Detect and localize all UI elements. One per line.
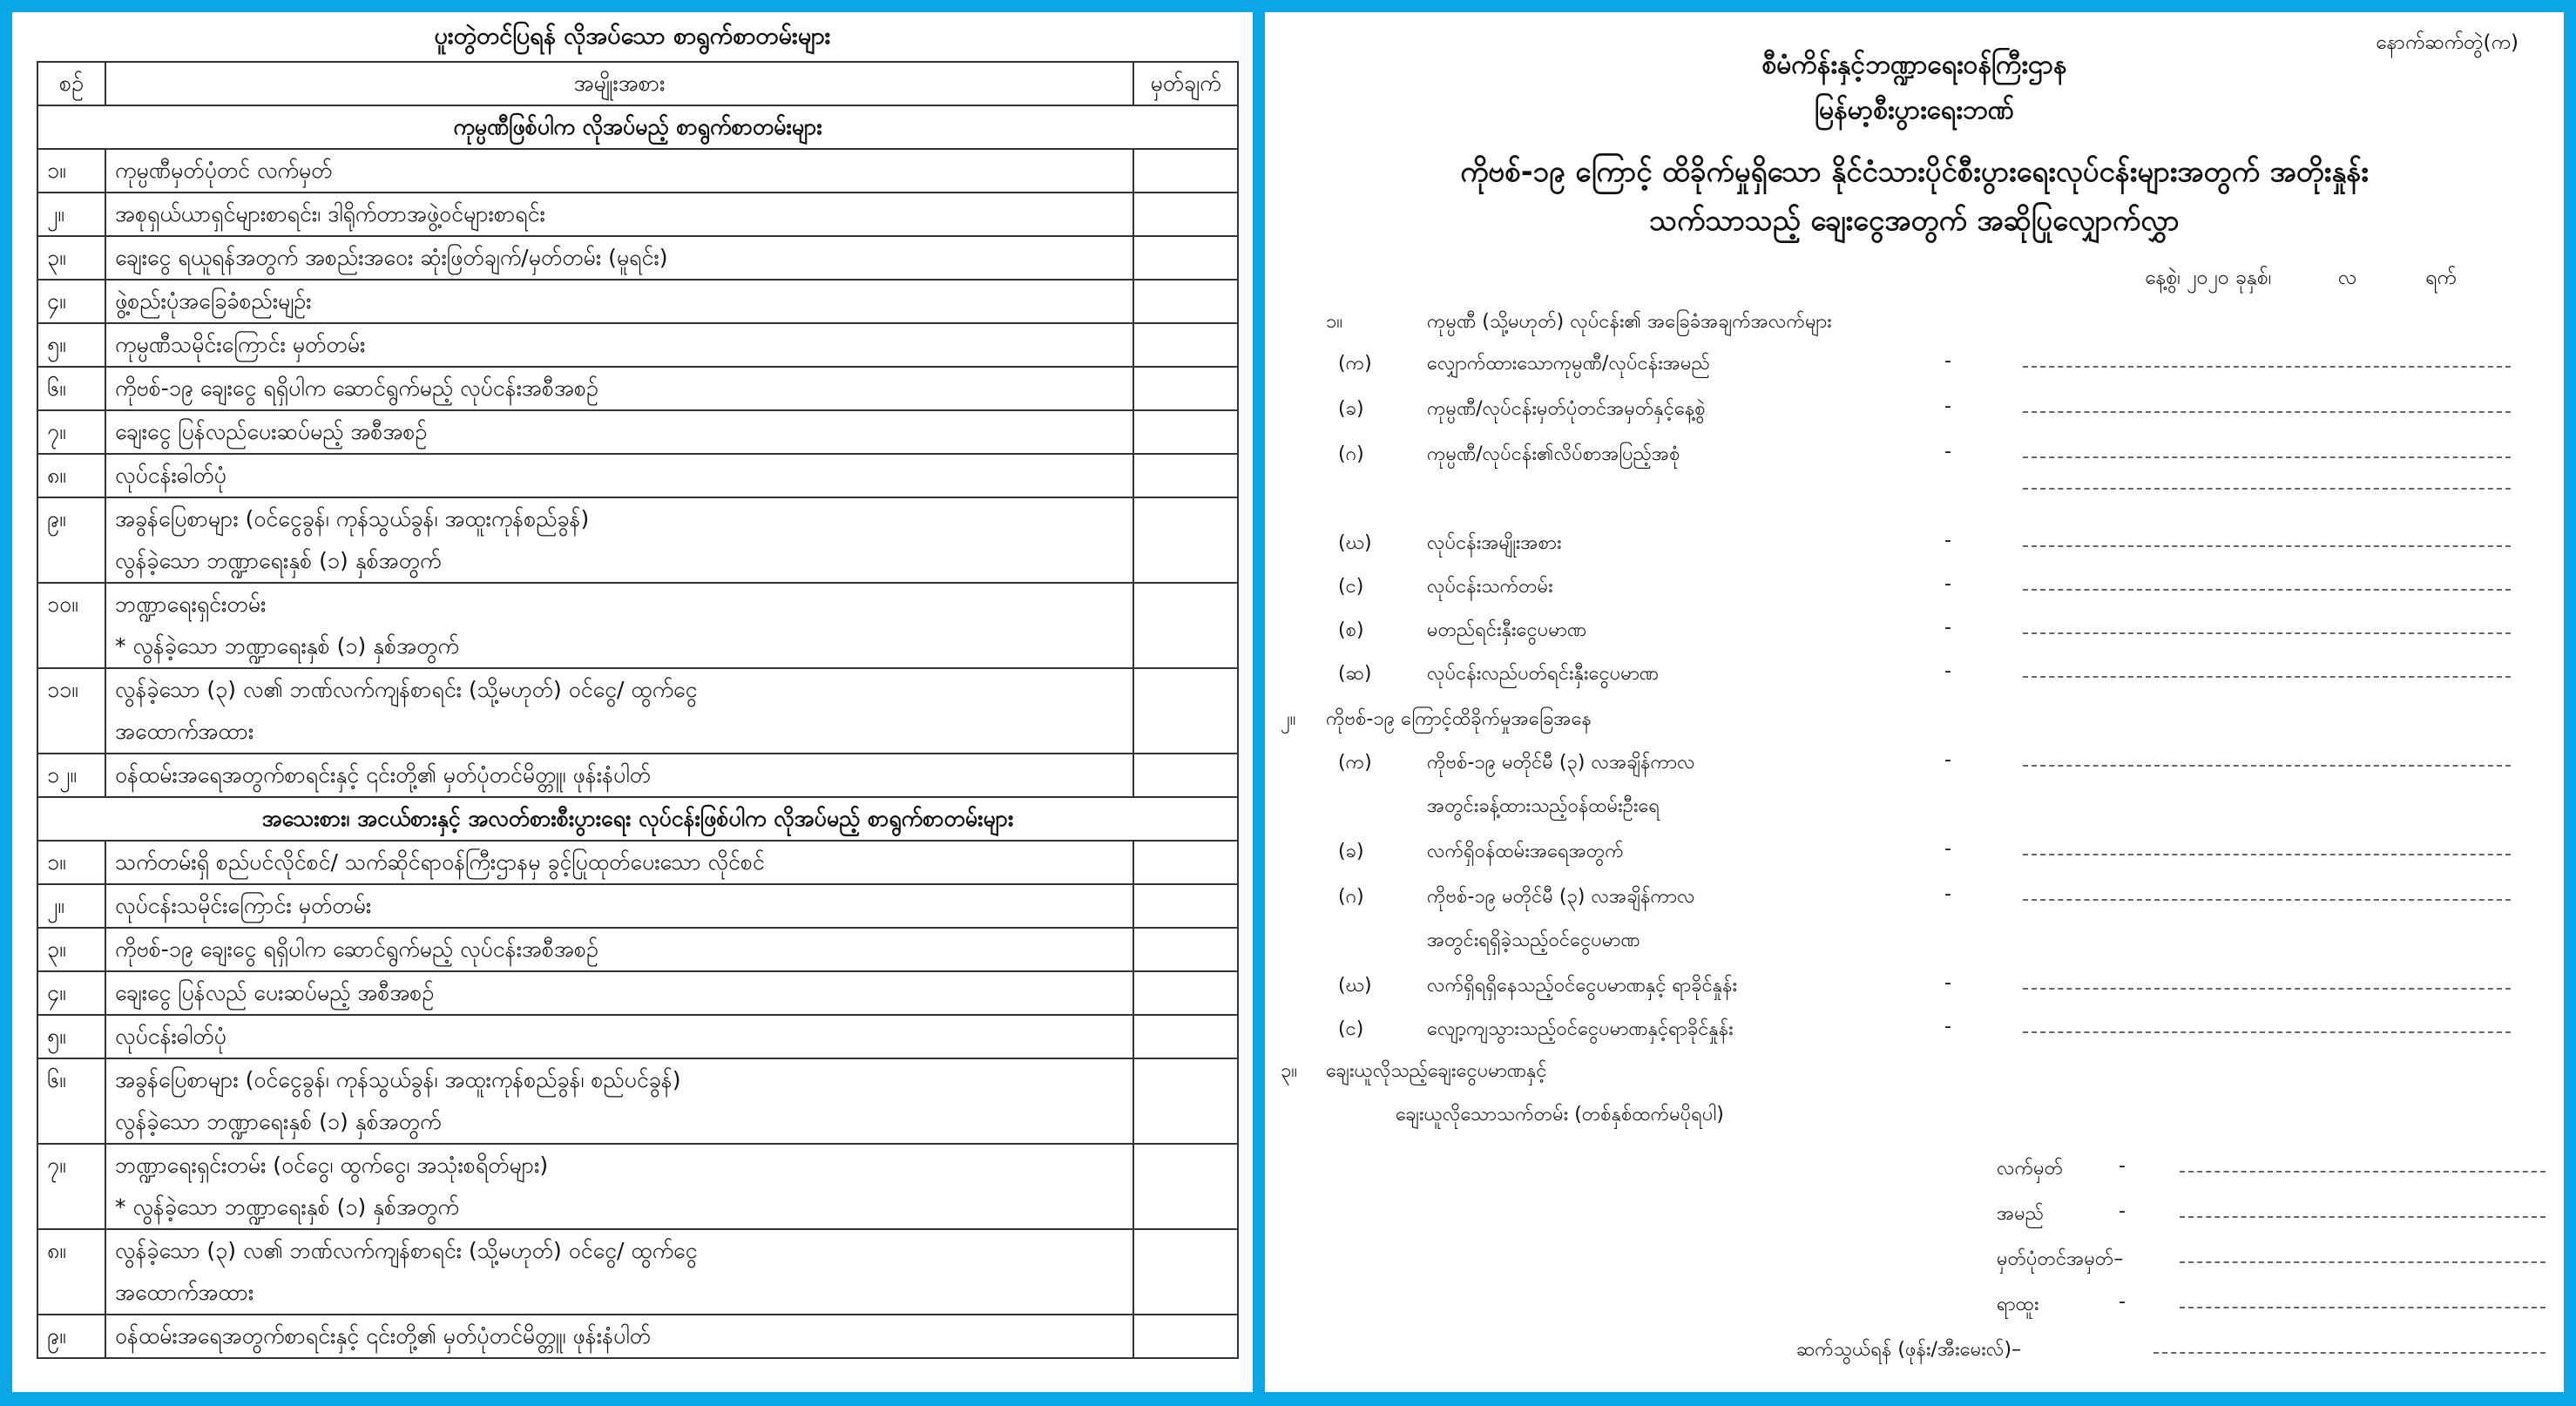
row-description — [105, 583, 1133, 668]
s2-item-a-label: ကိုဗစ်-၁၉ မတိုင်မီ (၃) လအချိန်ကာလ — [1427, 752, 1695, 774]
s1-item-e-label: လုပ်ငန်းသက်တမ်း — [1427, 576, 1553, 598]
description-line: ဖွဲ့စည်းပုံအခြေခံစည်းမျဉ်း — [115, 288, 312, 314]
row-number: ၁၁။ — [37, 668, 105, 754]
table-row — [37, 454, 1238, 497]
row-description — [105, 236, 1133, 280]
s2-item-b-dash: - — [1944, 838, 1951, 860]
table-header-row — [37, 62, 1238, 105]
table-row — [37, 149, 1238, 193]
s2-item-e-fill-line[interactable] — [2023, 1031, 2511, 1033]
row-number: ၁။ — [37, 841, 105, 884]
section-3-line-2: ချေးယူလိုသောသက်တမ်း (တစ်နှစ်ထက်မပိုရပါ) — [1396, 1104, 1724, 1125]
row-description — [105, 323, 1133, 367]
row-remarks[interactable] — [1133, 367, 1238, 410]
row-number: ၂။ — [37, 884, 105, 928]
description-line: လုပ်ငန်းဓါတ်ပုံ — [115, 463, 226, 488]
s1-item-a-dash: - — [1944, 350, 1951, 372]
row-remarks[interactable] — [1133, 1315, 1238, 1358]
row-remarks[interactable] — [1133, 1058, 1238, 1144]
name-label: အမည် — [1997, 1203, 2045, 1225]
row-number: ၅။ — [37, 323, 105, 367]
table-row — [37, 1015, 1238, 1058]
table-row — [37, 1229, 1238, 1315]
row-description — [105, 754, 1133, 797]
row-description — [105, 841, 1133, 884]
ministry-name: စီမံကိန်းနှင့်ဘဏ္ဍာရေးဝန်ကြီးဌာန — [1761, 50, 2067, 80]
s2-item-a-dash: - — [1944, 749, 1951, 771]
s1-item-g-label: လုပ်ငန်းလည်ပတ်ရင်းနှီးငွေပမာဏ — [1427, 663, 1660, 685]
row-number: ၁။ — [37, 149, 105, 193]
s1-item-d-fill-line[interactable] — [2023, 545, 2511, 547]
s1-item-f-dash: - — [1944, 617, 1951, 639]
description-line: အထောက်အထား — [115, 1280, 254, 1305]
contact-label: ဆက်သွယ်ရန် (ဖုန်း/အီးမေးလ်)– — [1796, 1339, 2022, 1361]
row-description — [105, 410, 1133, 454]
section-3-line-1: ချေးယူလိုသည့်ချေးငွေပမာဏနှင့် — [1326, 1060, 1547, 1082]
section-2-title: ကိုဗစ်-၁၉ ကြောင့်ထိခိုက်မှုအခြေအနေ — [1326, 708, 1592, 730]
table-row — [37, 583, 1238, 668]
row-number: ၈။ — [37, 1229, 105, 1315]
s1-item-e-fill-line[interactable] — [2023, 589, 2511, 591]
row-number: ၄။ — [37, 971, 105, 1015]
row-remarks[interactable] — [1133, 280, 1238, 323]
signature-label: လက်မှတ် — [1997, 1158, 2064, 1180]
application-form-page — [1265, 12, 2564, 1392]
row-description — [105, 1058, 1133, 1144]
s2-item-c-label: ကိုဗစ်-၁၉ မတိုင်မီ (၃) လအချိန်ကာလ — [1427, 886, 1695, 908]
row-remarks[interactable] — [1133, 668, 1238, 754]
s2-item-a-key: (က) — [1338, 752, 1372, 774]
description-line: လွန်ခဲ့သော (၃) လ၏ ဘဏ်လက်ကျန်စာရင်း (သို့မဟုတ်) ဝင်ငွေ/ ထွက်ငွေ — [115, 677, 698, 702]
s2-item-d-key: (ဃ) — [1338, 975, 1372, 997]
table-row — [37, 410, 1238, 454]
checklist-page — [12, 12, 1253, 1392]
table-row — [37, 367, 1238, 410]
description-line: လွန်ခဲ့သော ဘဏ္ဍာရေးနှစ် (၁) နှစ်အတွက် — [115, 1109, 442, 1134]
position-dash: - — [2119, 1291, 2126, 1313]
description-line: အထောက်အထား — [115, 719, 254, 744]
s1-item-e-dash: - — [1944, 573, 1951, 595]
description-line: အခွန်ပြေစာများ (ဝင်ငွေခွန်၊ ကုန်သွယ်ခွန်၊ အထူးကုန်စည်ခွန်) — [115, 506, 590, 531]
s2-item-e-label: လျော့ကျသွားသည့်ဝင်ငွေပမာဏနှင့်ရာခိုင်နှုန်း — [1427, 1018, 1734, 1040]
section-header: ကုမ္ပဏီဖြစ်ပါက လိုအပ်မည့် စာရွက်စာတမ်းများ — [37, 105, 1238, 149]
s1-item-d-key: (ဃ) — [1338, 532, 1372, 554]
row-remarks[interactable] — [1133, 410, 1238, 454]
description-line: အစုရှယ်ယာရှင်များစာရင်း၊ ဒါရိုက်တာအဖွဲ့ဝင်များစာရင်း — [115, 201, 545, 226]
row-remarks[interactable] — [1133, 583, 1238, 668]
form-subtitle-line-2: သက်သာသည့် ချေးငွေအတွက် အဆိုပြုလျှောက်လွှာ — [1649, 203, 2180, 237]
s1-item-a-key: (က) — [1338, 353, 1372, 375]
row-description — [105, 280, 1133, 323]
row-number: ၇။ — [37, 410, 105, 454]
row-description — [105, 149, 1133, 193]
s1-item-a-fill-line[interactable] — [2023, 366, 2511, 368]
signature-dash: - — [2119, 1155, 2126, 1177]
description-line: လွန်ခဲ့သော ဘဏ္ဍာရေးနှစ် (၁) နှစ်အတွက် — [115, 548, 442, 573]
row-number: ၉။ — [37, 1315, 105, 1358]
position-label: ရာထူး — [1997, 1294, 2039, 1315]
table-row — [37, 841, 1238, 884]
section-header-row — [37, 797, 1238, 841]
column-header-number: စဉ် — [37, 62, 105, 105]
name-fill-line[interactable] — [2180, 1216, 2546, 1218]
s1-item-c-fill-line[interactable] — [2023, 456, 2511, 458]
row-number: ၈။ — [37, 454, 105, 497]
description-line: လုပ်ငန်းဓါတ်ပုံ — [115, 1024, 226, 1049]
row-number: ၃။ — [37, 236, 105, 280]
month-label: လ — [2338, 267, 2357, 289]
s2-item-c-label-2: အတွင်းရရှိခဲ့သည့်ဝင်ငွေပမာဏ — [1427, 929, 1640, 951]
table-row — [37, 193, 1238, 236]
s1-item-c-fill-line-2[interactable] — [2023, 488, 2511, 490]
table-row — [37, 668, 1238, 754]
row-description — [105, 367, 1133, 410]
section-1-number: ၁။ — [1326, 311, 1343, 333]
row-number: ၃။ — [37, 928, 105, 971]
signature-fill-line[interactable] — [2180, 1171, 2546, 1173]
table-row — [37, 280, 1238, 323]
s2-item-b-label: လက်ရှိဝန်ထမ်းအရေအတွက် — [1427, 841, 1624, 862]
description-line: သက်တမ်းရှိ စည်ပင်လိုင်စင်/ သက်ဆိုင်ရာဝန်ကြီးဌာနမှ ခွင့်ပြုထုတ်ပေးသော လိုင်စင် — [115, 849, 765, 875]
table-row — [37, 323, 1238, 367]
table-row — [37, 1144, 1238, 1229]
row-number: ၅။ — [37, 1015, 105, 1058]
row-remarks[interactable] — [1133, 454, 1238, 497]
s1-item-c-dash: - — [1944, 441, 1951, 463]
table-row — [37, 754, 1238, 797]
description-line: ချေးငွေ ပြန်လည် ပေးဆပ်မည့် အစီအစဉ် — [115, 980, 435, 1005]
s1-item-f-key: (စ) — [1338, 619, 1364, 641]
description-line: ချေးငွေ ပြန်လည်ပေးဆပ်မည့် အစီအစဉ် — [115, 419, 428, 444]
s1-item-d-label: လုပ်ငန်းအမျိုးအစား — [1427, 532, 1562, 554]
table-row — [37, 497, 1238, 583]
s1-item-g-key: (ဆ) — [1338, 663, 1372, 685]
table-row — [37, 236, 1238, 280]
row-number: ၁၀။ — [37, 583, 105, 668]
row-description — [105, 1015, 1133, 1058]
row-remarks[interactable] — [1133, 1229, 1238, 1315]
s1-item-f-fill-line[interactable] — [2023, 632, 2511, 634]
row-remarks[interactable] — [1133, 497, 1238, 583]
column-header-remarks: မှတ်ချက် — [1133, 62, 1238, 105]
s1-item-b-key: (ခ) — [1338, 398, 1364, 420]
s2-item-c-dash: - — [1944, 883, 1951, 905]
row-remarks[interactable] — [1133, 884, 1238, 928]
row-remarks[interactable] — [1133, 1015, 1238, 1058]
section-header: အသေးစား၊ အငယ်စားနှင့် အလတ်စားစီးပွားရေး လုပ်ငန်းဖြစ်ပါက လိုအပ်မည့် စာရွက်စာတမ်းများ — [37, 797, 1238, 841]
s1-item-a-label: လျှောက်ထားသောကုမ္ပဏီ/လုပ်ငန်းအမည် — [1427, 353, 1710, 375]
description-line: ကိုဗစ်-၁၉ ချေးငွေ ရရှိပါက ဆောင်ရွက်မည့် လုပ်ငန်းအစီအစဉ် — [115, 936, 598, 962]
row-remarks[interactable] — [1133, 323, 1238, 367]
row-number: ၄။ — [37, 280, 105, 323]
row-description — [105, 884, 1133, 928]
table-row — [37, 928, 1238, 971]
row-remarks[interactable] — [1133, 971, 1238, 1015]
description-line: * လွန်ခဲ့သော ဘဏ္ဍာရေးနှစ် (၁) နှစ်အတွက် — [115, 1194, 459, 1220]
section-1-title: ကုမ္ပဏီ (သို့မဟုတ်) လုပ်ငန်း၏ အခြေခံအချက်အလက်များ — [1427, 311, 1832, 333]
s1-item-d-dash: - — [1944, 530, 1951, 551]
row-description — [105, 497, 1133, 583]
s1-item-b-dash: - — [1944, 395, 1951, 417]
row-description — [105, 193, 1133, 236]
row-remarks[interactable] — [1133, 754, 1238, 797]
bank-name: မြန်မာ့စီးပွားရေးဘဏ် — [1815, 95, 2014, 125]
checklist-title: ပူးတွဲတင်ပြရန် လိုအပ်သော စာရွက်စာတမ်းများ — [434, 23, 831, 50]
column-header-type: အမျိုးအစား — [105, 62, 1133, 105]
row-number: ၆။ — [37, 1058, 105, 1144]
s2-item-d-fill-line[interactable] — [2023, 988, 2511, 990]
s2-item-a-label-2: အတွင်းခန့်ထားသည့်ဝန်ထမ်းဦးရေ — [1427, 795, 1660, 817]
table-row — [37, 1315, 1238, 1358]
s2-item-c-key: (ဂ) — [1338, 886, 1364, 908]
description-line: ဝန်ထမ်းအရေအတွက်စာရင်းနှင့် ၎င်းတို့၏ မှတ်ပုံတင်မိတ္တူ၊ ဖုန်းနံပါတ် — [115, 762, 651, 787]
day-label: ရက် — [2425, 267, 2457, 289]
row-description — [105, 454, 1133, 497]
checklist-body — [37, 105, 1238, 1358]
row-description — [105, 1144, 1133, 1229]
checklist-table — [37, 61, 1239, 1359]
description-line: ကုမ္ပဏီသမိုင်းကြောင်း မှတ်တမ်း — [115, 332, 366, 357]
description-line: ကုမ္ပဏီမှတ်ပုံတင် လက်မှတ် — [115, 158, 333, 183]
form-subtitle-line-1: ကိုဗစ်-၁၉ ကြောင့် ထိခိုက်မှုရှိသော နိုင်ငံသားပိုင်စီးပွားရေးလုပ်ငန်းများအတွက် အတိုးနှုန်း — [1460, 154, 2369, 188]
annex-label: နောက်ဆက်တွဲ(က) — [2376, 31, 2519, 54]
date-label: နေ့စွဲ၊ ၂၀၂၀ ခုနှစ်၊ — [2145, 267, 2272, 289]
row-description — [105, 971, 1133, 1015]
name-dash: - — [2119, 1200, 2126, 1222]
row-number: ၁၂။ — [37, 754, 105, 797]
row-description — [105, 668, 1133, 754]
s2-item-b-key: (ခ) — [1338, 841, 1364, 862]
description-line: လုပ်ငန်းသမိုင်းကြောင်း မှတ်တမ်း — [115, 893, 372, 918]
row-remarks[interactable] — [1133, 841, 1238, 884]
description-line: ဝန်ထမ်းအရေအတွက်စာရင်းနှင့် ၎င်းတို့၏ မှတ်ပုံတင်မိတ္တူ၊ ဖုန်းနံပါတ် — [115, 1323, 651, 1349]
s1-item-b-label: ကုမ္ပဏီ/လုပ်ငန်းမှတ်ပုံတင်အမှတ်နှင့်နေ့စွဲ — [1427, 398, 1706, 420]
s1-item-c-label: ကုမ္ပဏီ/လုပ်ငန်း၏လိပ်စာအပြည့်အစုံ — [1427, 443, 1680, 465]
s2-item-d-label: လက်ရှိရရှိနေသည့်ဝင်ငွေပမာဏနှင့် ရာခိုင်နှုန်း — [1427, 975, 1738, 997]
s2-item-a-fill-line[interactable] — [2023, 765, 2511, 767]
table-row — [37, 884, 1238, 928]
s2-item-d-dash: - — [1944, 972, 1951, 994]
s1-item-c-key: (ဂ) — [1338, 443, 1364, 465]
description-line: * လွန်ခဲ့သော ဘဏ္ဍာရေးနှစ် (၁) နှစ်အတွက် — [115, 633, 459, 659]
description-line: ကိုဗစ်-၁၉ ချေးငွေ ရရှိပါက ဆောင်ရွက်မည့် လုပ်ငန်းအစီအစဉ် — [115, 375, 598, 401]
s1-item-e-key: (င) — [1338, 576, 1364, 598]
row-remarks[interactable] — [1133, 236, 1238, 280]
s1-item-g-dash: - — [1944, 660, 1951, 682]
row-remarks[interactable] — [1133, 1144, 1238, 1229]
description-line: ဘဏ္ဍာရေးရှင်းတမ်း (ဝင်ငွေ၊ ထွက်ငွေ၊ အသုံးစရိတ်များ) — [115, 1153, 549, 1178]
s1-item-b-fill-line[interactable] — [2023, 411, 2511, 413]
s1-item-f-label: မတည်ရင်းနှီးငွေပမာဏ — [1427, 619, 1587, 641]
table-row — [37, 971, 1238, 1015]
nrc-label: မှတ်ပုံတင်အမှတ်– — [1997, 1248, 2124, 1270]
row-remarks[interactable] — [1133, 928, 1238, 971]
section-header-row — [37, 105, 1238, 149]
s2-item-c-fill-line[interactable] — [2023, 899, 2511, 901]
position-fill-line[interactable] — [2180, 1307, 2546, 1308]
row-number: ၇။ — [37, 1144, 105, 1229]
nrc-fill-line[interactable] — [2180, 1261, 2546, 1263]
row-number: ၉။ — [37, 497, 105, 583]
row-number: ၂။ — [37, 193, 105, 236]
row-description — [105, 1229, 1133, 1315]
section-3-number: ၃။ — [1281, 1060, 1298, 1082]
section-2-number: ၂။ — [1281, 708, 1296, 730]
description-line: ဘဏ္ဍာရေးရှင်းတမ်း — [115, 591, 267, 617]
table-row — [37, 1058, 1238, 1144]
description-line: ချေးငွေ ရယူရန်အတွက် အစည်းအဝေး ဆုံးဖြတ်ချက်/မှတ်တမ်း (မူရင်း) — [115, 245, 668, 270]
description-line: လွန်ခဲ့သော (၃) လ၏ ဘဏ်လက်ကျန်စာရင်း (သို့မဟုတ်) ဝင်ငွေ/ ထွက်ငွေ — [115, 1238, 698, 1263]
row-remarks[interactable] — [1133, 193, 1238, 236]
row-remarks[interactable] — [1133, 149, 1238, 193]
s2-item-e-dash: - — [1944, 1016, 1951, 1038]
row-number: ၆။ — [37, 367, 105, 410]
row-description — [105, 928, 1133, 971]
description-line: အခွန်ပြေစာများ (ဝင်ငွေခွန်၊ ကုန်သွယ်ခွန်၊ အထူးကုန်စည်ခွန်၊ စည်ပင်ခွန်) — [115, 1067, 681, 1092]
contact-fill-line[interactable] — [2153, 1352, 2546, 1354]
s1-item-g-fill-line[interactable] — [2023, 676, 2511, 678]
s2-item-e-key: (င) — [1338, 1018, 1364, 1040]
row-description — [105, 1315, 1133, 1358]
s2-item-b-fill-line[interactable] — [2023, 854, 2511, 855]
